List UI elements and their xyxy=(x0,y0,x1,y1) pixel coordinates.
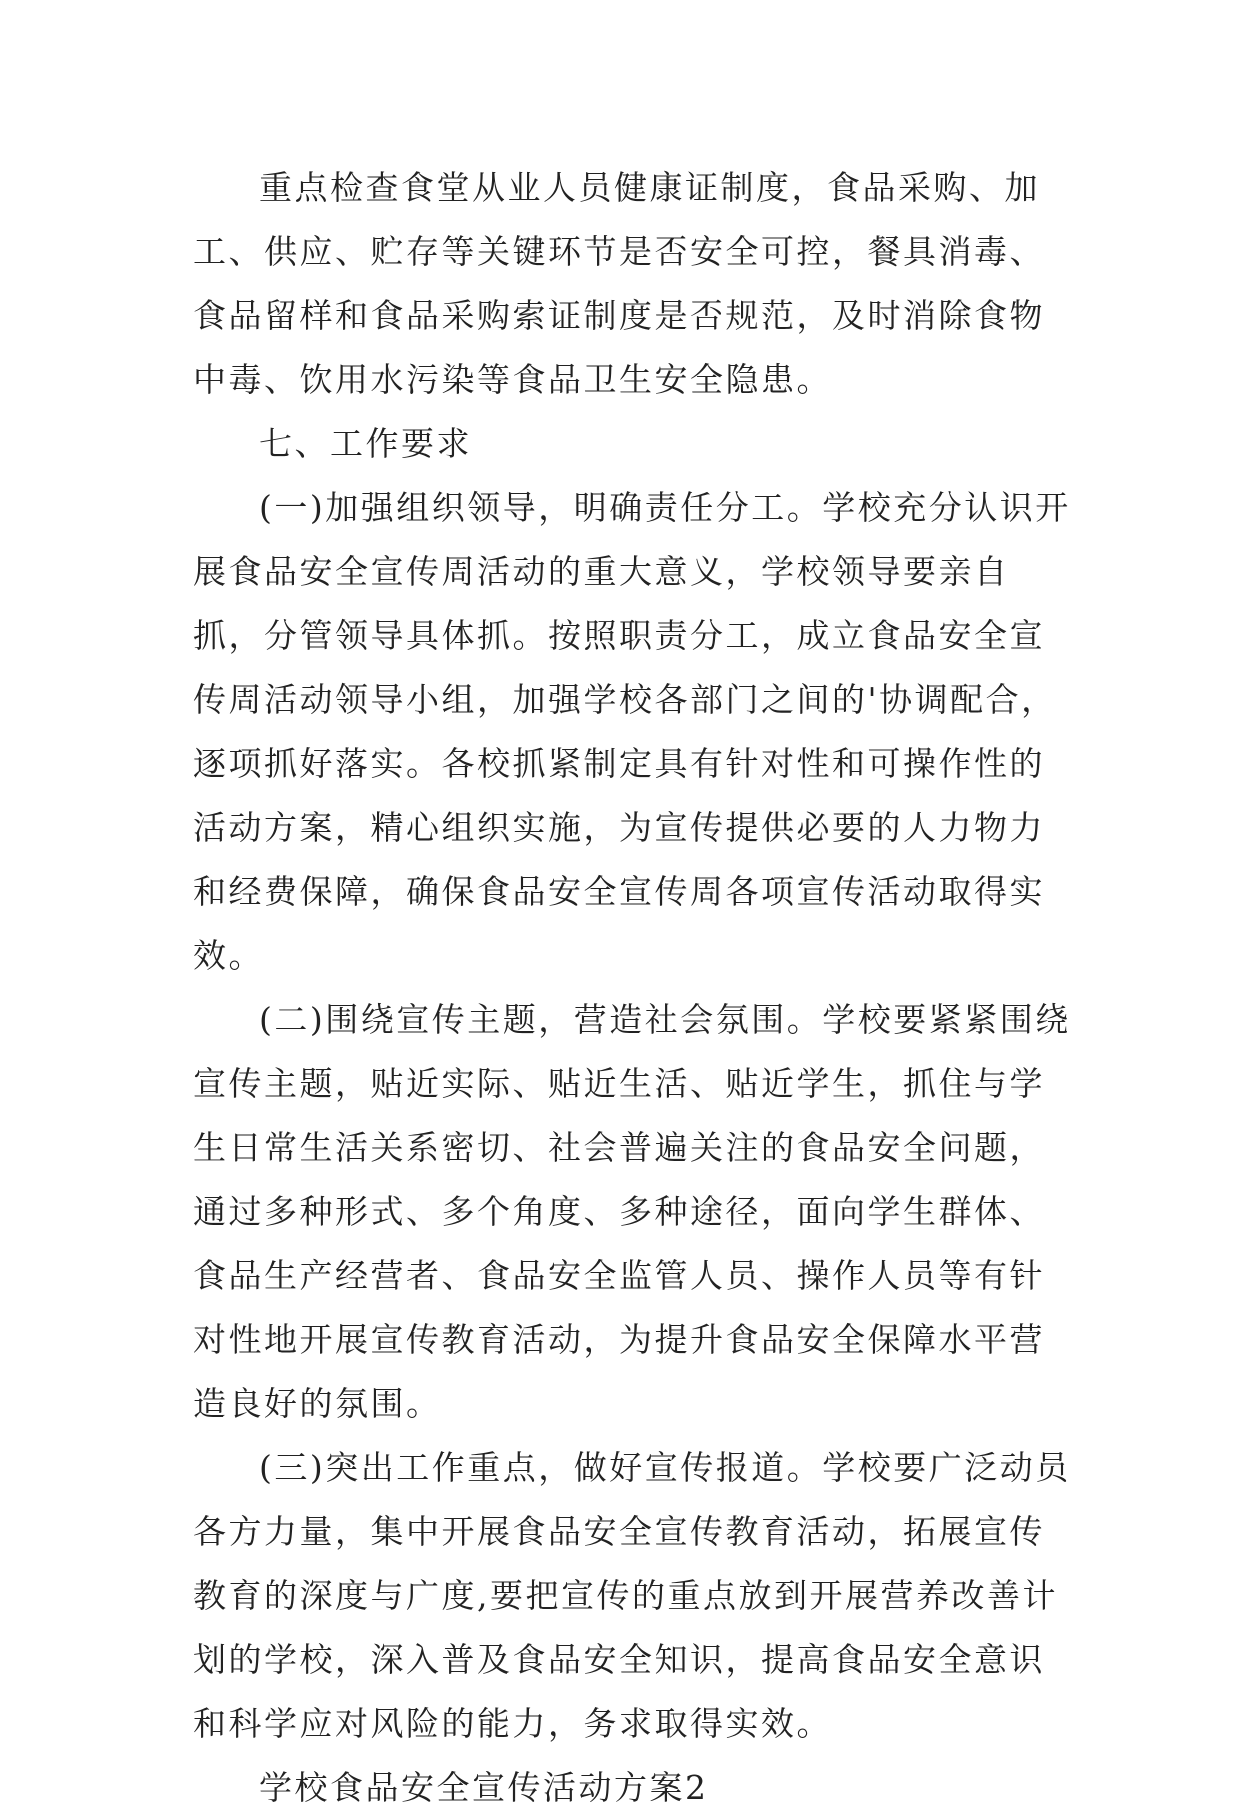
paragraph-requirement-1: (一)加强组织领导，明确责任分工。学校充分认识开展食品安全宣传周活动的重大意义，学校领导要亲自抓，分管领导具体抓。按照职责分工，成立食品安全宣传周活动领导小组，加强学校各部门之间的'协调配合，逐项抓好落实。各校抓紧制定具有针对性和可操作性的活动方案，精心组织实施，为宣传提供必要的人力物力和经费保障，确保食品安全宣传周各项宣传活动取得实效。 xyxy=(193,488,1071,975)
paragraph-requirement-3: (三)突出工作重点，做好宣传报道。学校要广泛动员各方力量，集中开展食品安全宣传教育活动，拓展宣传教育的深度与广度,要把宣传的重点放到开展营养改善计划的学校，深入普及食品安全知识，提高食品安全意识和科学应对风险的能力，务求取得实效。 xyxy=(193,1448,1071,1743)
document-body xyxy=(193,156,1073,1820)
section-heading-work-requirements: 七、工作要求 xyxy=(259,424,472,463)
paragraph-requirement-2: (二)围绕宣传主题，营造社会氛围。学校要紧紧围绕宣传主题，贴近实际、贴近生活、贴近学生，抓住与学生日常生活关系密切、社会普遍关注的食品安全问题，通过多种形式、多个角度、多种途径，面向学生群体、食品生产经营者、食品安全监管人员、操作人员等有针对性地开展宣传教育活动，为提升食品安全保障水平营造良好的氛围。 xyxy=(193,1000,1071,1423)
document-title-plan-2: 学校食品安全宣传活动方案2 xyxy=(259,1768,709,1807)
paragraph-inspection: 重点检查食堂从业人员健康证制度，食品采购、加工、供应、贮存等关键环节是否安全可控，餐具消毒、食品留样和食品采购索证制度是否规范，及时消除食物中毒、饮用水污染等食品卫生安全隐患。 xyxy=(193,168,1045,399)
